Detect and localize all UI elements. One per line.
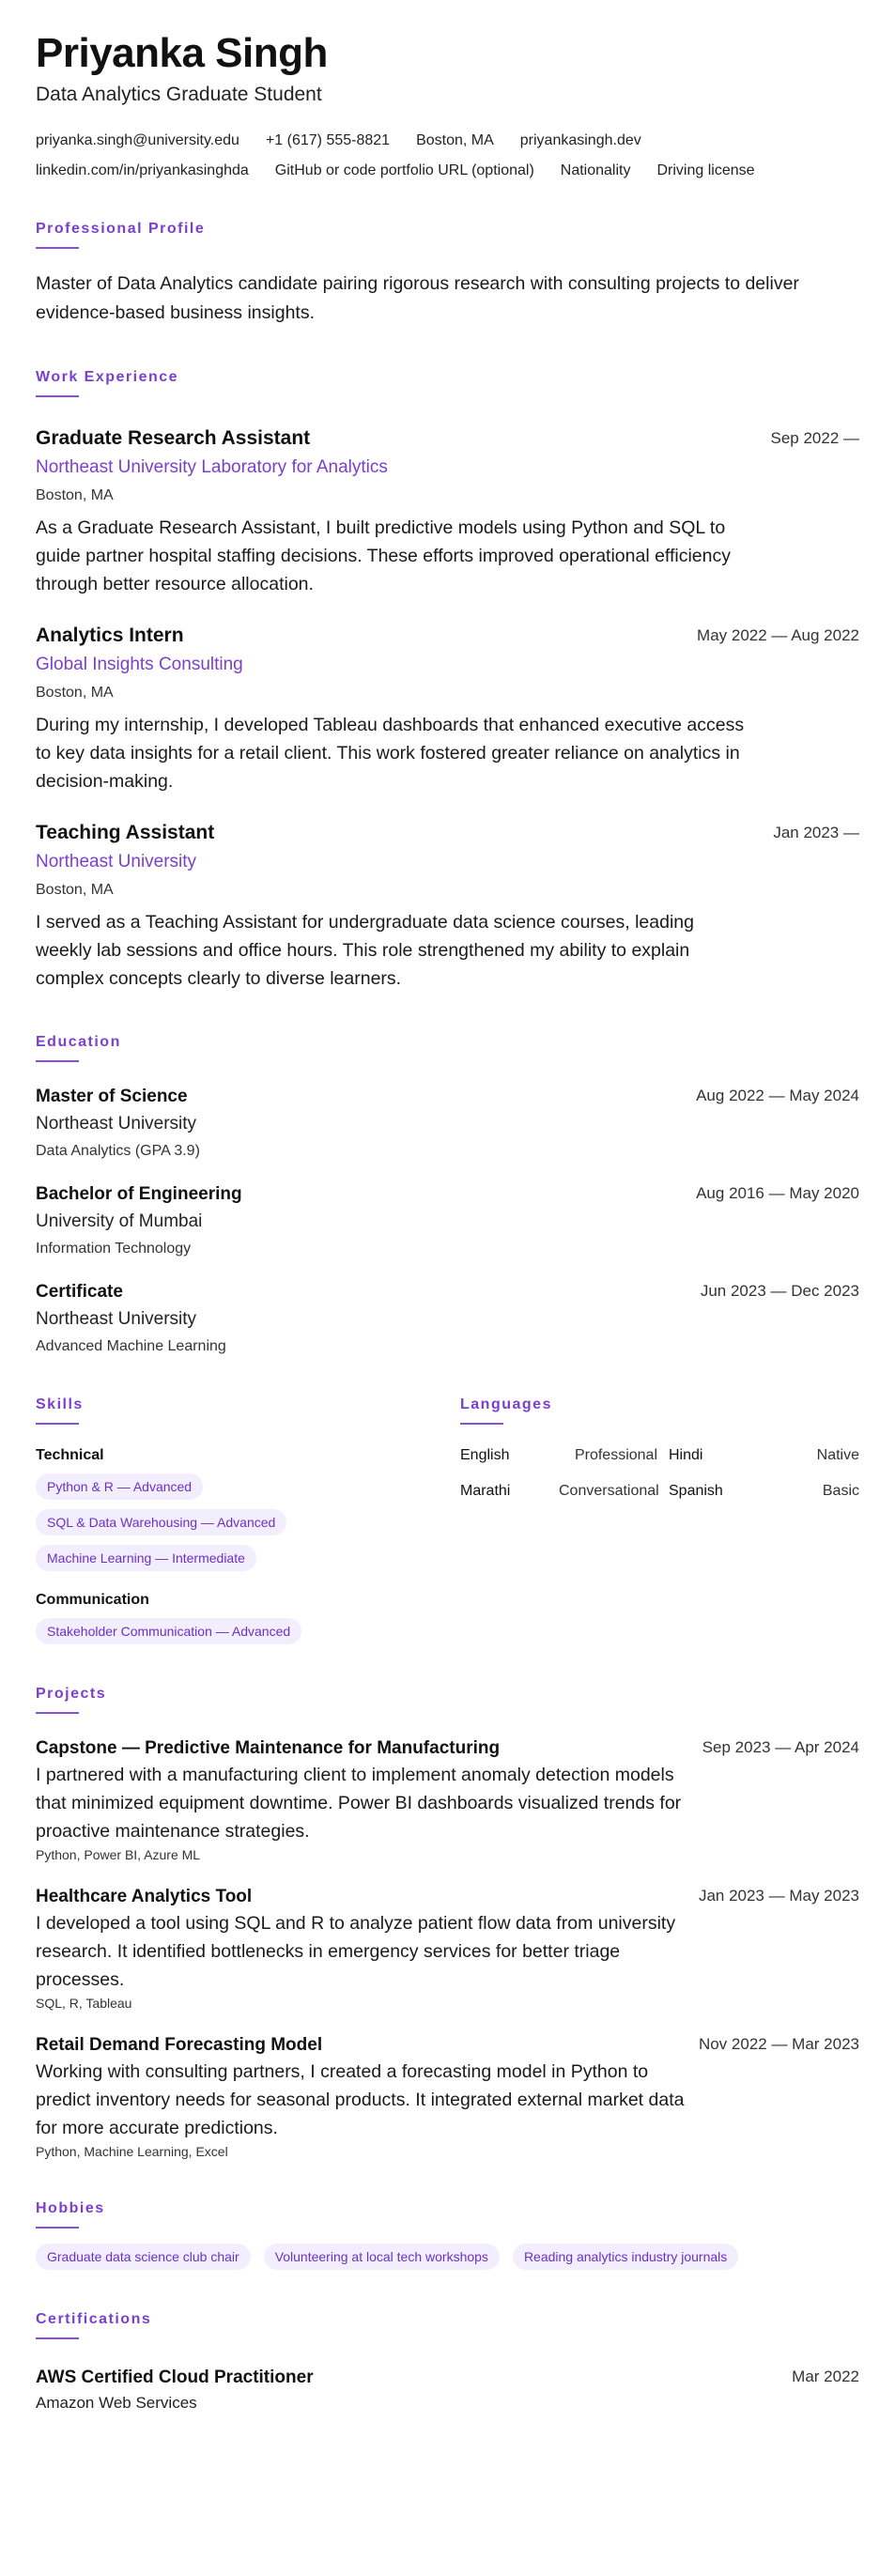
section-title-languages: Languages [460,1396,552,1412]
project-name: Healthcare Analytics Tool [36,1886,253,1906]
education-entry [36,1282,859,1355]
contact-nationality: Nationality [560,162,631,178]
section-divider [36,247,79,249]
hobby-chip: Graduate data science club chair [36,2244,251,2270]
project-date: Sep 2023 — Apr 2024 [702,1737,859,1756]
skill-chip: Stakeholder Communication — Advanced [36,1618,301,1644]
education-degree: Bachelor of Engineering [36,1183,242,1204]
language-name: Spanish [669,1482,723,1499]
certification-name: AWS Certified Cloud Practitioner [36,2367,314,2387]
section-title-hobbies: Hobbies [36,2199,105,2216]
project-entry [36,2035,859,2159]
education-date: Jun 2023 — Dec 2023 [700,1281,859,1300]
section-divider [36,395,79,397]
job-title: Teaching Assistant [36,821,215,843]
contact-location: Boston, MA [416,131,494,148]
hobby-chip: Reading analytics industry journals [513,2244,738,2270]
project-tech: Python, Power BI, Azure ML [36,1846,201,1862]
education-entry [36,1184,859,1257]
certification-entry [36,2368,859,2413]
candidate-subtitle: Data Analytics Graduate Student [36,83,322,105]
section-title-profile: Professional Profile [36,220,206,237]
project-tech: SQL, R, Tableau [36,1995,132,2011]
contact-row-secondary [36,162,859,179]
project-tech: Python, Machine Learning, Excel [36,2143,228,2159]
education-field: Data Analytics (GPA 3.9) [36,1142,200,1159]
hobby-chip: Volunteering at local tech workshops [264,2244,500,2270]
project-description: I developed a tool using SQL and R to analyze patient flow data from university research. It identified bottlenecks in emergency services for better triage processes. [36,1912,676,1990]
skill-chip: Machine Learning — Intermediate [36,1545,256,1571]
experience-section [36,369,859,993]
education-field: Information Technology [36,1240,192,1257]
education-degree: Certificate [36,1281,123,1302]
job-title: Analytics Intern [36,624,184,646]
job-description: During my internship, I developed Tableau dashboards that enhanced executive access to key data insights for a retail client. This work fostered greater reliance on analytics in decision-making. [36,714,745,792]
education-field: Advanced Machine Learning [36,1337,226,1354]
section-divider [36,2337,79,2339]
job-date: Jan 2023 — [773,823,859,841]
contact-phone[interactable]: +1 (617) 555-8821 [265,131,391,148]
job-location: Boston, MA [36,881,114,898]
contact-github[interactable]: GitHub or code portfolio URL (optional) [274,162,534,178]
job-organization: Northeast University Laboratory for Analytics [36,456,388,477]
job-organization: Northeast University [36,851,197,872]
candidate-name: Priyanka Singh [36,30,328,76]
certifications-section [36,2311,859,2413]
job-location: Boston, MA [36,684,114,701]
language-level: Professional [574,1446,657,1463]
skill-chip: Python & R — Advanced [36,1473,203,1500]
job-date: Sep 2022 — [770,428,859,447]
job-title: Graduate Research Assistant [36,426,311,449]
section-title-education: Education [36,1033,121,1050]
section-title-experience: Work Experience [36,368,179,385]
projects-section [36,1686,859,2159]
profile-section [36,221,859,328]
language-name: Hindi [669,1446,703,1463]
project-description: I partnered with a manufacturing client to implement anomaly detection models that minimized equipment downtime. Power BI dashboards visualized trends for proactive maintenance strategies. [36,1764,682,1842]
job-organization: Global Insights Consulting [36,654,243,674]
job-description: I served as a Teaching Assistant for undergraduate data science courses, leading weekly lab sessions and office hours. This role strengthened my ability to explain complex concepts clearly to diverse learners. [36,911,694,989]
project-date: Jan 2023 — May 2023 [698,1886,859,1905]
language-level: Basic [822,1482,859,1499]
project-entry [36,1738,859,1862]
contact-row-primary [36,132,859,149]
project-name: Retail Demand Forecasting Model [36,2034,323,2055]
language-level: Native [816,1446,859,1463]
project-description: Working with consulting partners, I created a forecasting model in Python to predict inventory needs for seasonal products. It integrated external market data for more accurate predictions. [36,2060,685,2138]
job-entry [36,625,859,795]
contact-driving-license: Driving license [656,162,755,178]
education-date: Aug 2022 — May 2024 [696,1086,859,1104]
resume-header [36,30,859,179]
education-school: University of Mumbai [36,1211,203,1231]
skills-section [36,1355,460,1644]
language-name: Marathi [460,1482,511,1499]
education-section [36,1034,859,1355]
certification-date: Mar 2022 [792,2367,859,2385]
skill-chip: SQL & Data Warehousing — Advanced [36,1509,286,1535]
contact-email[interactable]: priyanka.singh@university.edu [36,131,239,148]
hobby-chip-row [36,2244,859,2270]
language-name: English [460,1446,510,1463]
job-description: As a Graduate Research Assistant, I built predictive models using Python and SQL to guide partner hospital staffing decisions. These efforts improved operational efficiency through better resource allocation. [36,517,732,594]
skill-group-title: Communication [36,1591,149,1608]
certification-issuer: Amazon Web Services [36,2393,197,2412]
job-date: May 2022 — Aug 2022 [697,625,859,644]
job-entry [36,427,859,598]
section-divider [36,1712,79,1714]
education-school: Northeast University [36,1308,197,1329]
project-date: Nov 2022 — Mar 2023 [698,2034,859,2053]
contact-linkedin[interactable]: linkedin.com/in/priyankasinghda [36,162,249,178]
education-degree: Master of Science [36,1086,188,1106]
education-entry [36,1087,859,1160]
skill-chip-list [36,1464,460,1571]
languages-grid [460,1447,859,1500]
section-title-projects: Projects [36,1685,107,1702]
job-entry [36,822,859,993]
section-divider [460,1423,503,1425]
languages-section [460,1355,859,1644]
hobbies-section [36,2200,859,2270]
language-level: Conversational [559,1482,659,1499]
section-title-certifications: Certifications [36,2310,152,2327]
section-title-skills: Skills [36,1396,84,1412]
section-divider [36,1423,79,1425]
project-name: Capstone — Predictive Maintenance for Manufacturing [36,1737,501,1758]
contact-website[interactable]: priyankasingh.dev [519,131,641,148]
section-divider [36,2227,79,2229]
section-divider [36,1060,79,1062]
profile-summary: Master of Data Analytics candidate pairing rigorous research with consulting projects to deliver evidence-based business insights. [36,272,799,323]
job-location: Boston, MA [36,486,114,503]
education-date: Aug 2016 — May 2020 [696,1183,859,1202]
project-entry [36,1887,859,2011]
skills-languages-row [36,1355,859,1644]
education-school: Northeast University [36,1113,197,1134]
skill-group-title: Technical [36,1446,104,1463]
skill-chip-list [36,1609,460,1644]
